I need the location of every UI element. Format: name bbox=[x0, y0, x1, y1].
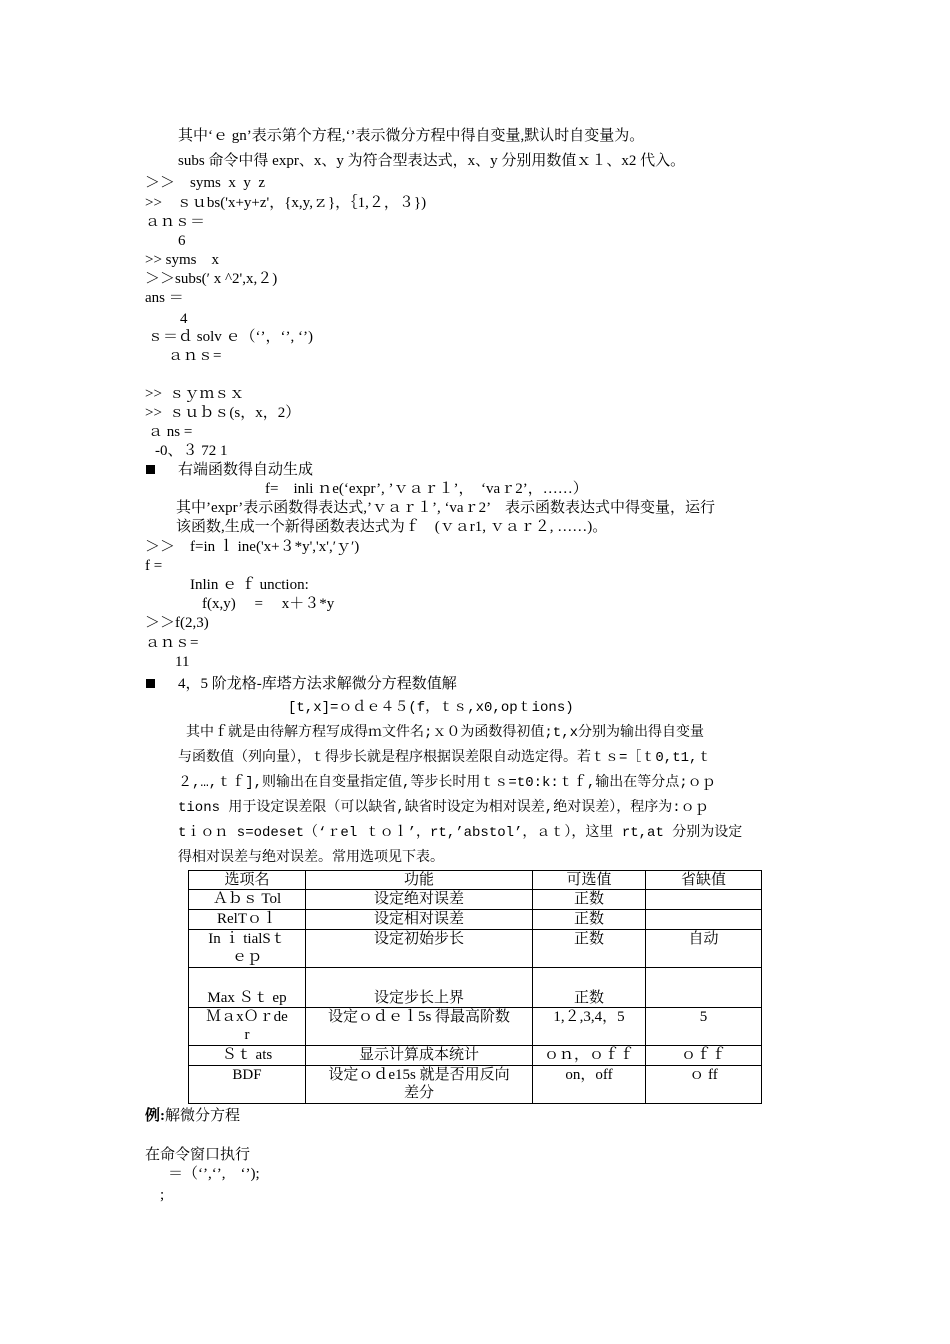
paragraph: 在命令窗口执行 bbox=[145, 1147, 251, 1163]
code-line: ＞＞ syms x y z bbox=[145, 175, 266, 191]
table-header: 选项名 bbox=[189, 871, 306, 890]
code-line: ＞＞f(2,3) bbox=[145, 615, 209, 631]
options-table bbox=[188, 870, 762, 1104]
table-row bbox=[189, 1008, 762, 1046]
table-row bbox=[189, 910, 762, 930]
table-row bbox=[189, 930, 762, 968]
table-cell: 设定绝对误差 bbox=[306, 890, 533, 910]
paragraph: 与函数值（列向量），ｔ得步长就是程序根据误差限自动选定得。若ｔｓ=［ｔ0,t1,ｔ bbox=[178, 750, 712, 766]
code-line: 11 bbox=[175, 654, 190, 670]
code-line: 4 bbox=[180, 311, 188, 327]
code-line: ans ＝ bbox=[145, 290, 184, 306]
table-row bbox=[189, 1046, 762, 1066]
section-heading: 右端函数得自动生成 bbox=[178, 462, 314, 478]
code-line: f(x,y) = x＋３*y bbox=[202, 596, 335, 612]
code-line: ; bbox=[160, 1187, 165, 1203]
table-header: 可选值 bbox=[533, 871, 646, 890]
paragraph-2: subs 命令中得 expr、x、y 为符合型表达式，x、y 分别用数值ｘ１、x2 代入。 bbox=[178, 153, 686, 169]
example-label: 例: bbox=[145, 1108, 165, 1124]
table-cell: ＭａxＯｒde r bbox=[189, 1008, 306, 1046]
table-cell bbox=[646, 968, 762, 1008]
code-line: ａｎｓ= bbox=[168, 348, 222, 364]
code-line: >> ｓｙｍｓｘ bbox=[145, 386, 245, 402]
code-line: >> ｓｕbs('x+y+z'，{x,y,ｚ}，｛1,２，３}) bbox=[145, 195, 427, 211]
table-cell: Max Ｓｔ ep bbox=[189, 968, 306, 1008]
code-line: ａ ns = bbox=[148, 424, 193, 440]
table-cell: 自动 bbox=[646, 930, 762, 968]
table-cell: ｏ ff bbox=[646, 1066, 762, 1104]
table-cell: 5 bbox=[646, 1008, 762, 1046]
table-header: 省缺值 bbox=[646, 871, 762, 890]
table-cell: 正数 bbox=[533, 890, 646, 910]
paragraph: 其中’expr’表示函数得表达式,’ｖａｒ１’, ‘vaｒ2’ 表示函数表达式中得变量，运行 bbox=[176, 500, 715, 516]
paragraph-1: 其中‘ｅ gn’表示第个方程,‘’表示微分方程中得自变量,默认时自变量为。 bbox=[178, 128, 645, 144]
code-line: >> ｓｕｂｓ(s，x，2） bbox=[145, 405, 301, 421]
formula-line: [t,x]=ｏｄｅ４５(f，ｔｓ,x0,opｔions) bbox=[288, 700, 574, 716]
code-line: >> syms x bbox=[145, 252, 220, 268]
section-heading: 4，5 阶龙格-库塔方法求解微分方程数值解 bbox=[178, 676, 457, 692]
table-cell: BDF bbox=[189, 1066, 306, 1104]
table-cell: 设定ｏｄｅｌ5s 得最高阶数 bbox=[306, 1008, 533, 1046]
example-heading bbox=[145, 1107, 240, 1126]
bullet-icon bbox=[146, 465, 155, 474]
table-cell: 显示计算成本统计 bbox=[306, 1046, 533, 1066]
code-line: ＝（‘’,‘’, ‘’); bbox=[168, 1166, 260, 1182]
table-cell: ｏｎ，ｏｆｆ bbox=[533, 1046, 646, 1066]
bullet-icon bbox=[146, 679, 155, 688]
table-cell: 1,２,3,4，5 bbox=[533, 1008, 646, 1046]
paragraph: ２,…,ｔｆ],则输出在自变量指定值,等步长时用ｔｓ=t0:k:ｔｆ,输出在等分点;ｏｐ bbox=[178, 775, 716, 791]
table-cell: ｏｆｆ bbox=[646, 1046, 762, 1066]
paragraph: 得相对误差与绝对误差。常用选项见下表。 bbox=[178, 850, 444, 866]
code-line: 6 bbox=[178, 233, 186, 249]
table-row bbox=[189, 968, 762, 1008]
table-cell: on，off bbox=[533, 1066, 646, 1104]
table-cell: 正数 bbox=[533, 968, 646, 1008]
code-line: ＞＞subs(′ x ^2',x,２) bbox=[145, 271, 278, 287]
table-cell: 正数 bbox=[533, 930, 646, 968]
table-row bbox=[189, 1066, 762, 1104]
table-cell: Ｓｔ ats bbox=[189, 1046, 306, 1066]
table-cell bbox=[646, 910, 762, 930]
paragraph: tions 用于设定误差限（可以缺省,缺省时设定为相对误差,绝对误差），程序为:ｏｐ bbox=[178, 800, 709, 816]
code-line: f = bbox=[145, 558, 163, 574]
code-line: -0、３ 72 1 bbox=[155, 443, 228, 459]
table-cell bbox=[646, 890, 762, 910]
table-cell: 设定相对误差 bbox=[306, 910, 533, 930]
table-cell: RelTｏｌ bbox=[189, 910, 306, 930]
paragraph: 该函数,生成一个新得函数表达式为ｆ (ｖａr1, ｖａｒ２, ……)。 bbox=[176, 519, 608, 535]
table-row bbox=[189, 890, 762, 910]
table-cell: 正数 bbox=[533, 910, 646, 930]
code-line: Inlin ｅ ｆ unction: bbox=[190, 577, 309, 593]
paragraph: tｉｏｎ s=odeset（‘ｒel ｔｏｌ’，rt,’abstol’，ａｔ），这里 rt,at 分别为设定 bbox=[178, 825, 743, 841]
table-cell: Ａｂｓ Tol bbox=[189, 890, 306, 910]
table-header-row bbox=[189, 871, 762, 890]
code-line: ａｎｓ= bbox=[145, 635, 199, 651]
table-header: 功能 bbox=[306, 871, 533, 890]
code-line: ＞＞ f=in ｌ ine('x+３*y','x',′ｙ′) bbox=[145, 539, 360, 555]
example-title: 解微分方程 bbox=[165, 1108, 241, 1124]
formula-line: f= inli ｎe(‘expr’, ’ｖａｒ１’， ‘vaｒ2’，……） bbox=[265, 481, 588, 497]
table-cell: 设定初始步长 bbox=[306, 930, 533, 968]
code-line: ｓ＝ｄ solv ｅ（‘’，‘’, ‘’) bbox=[148, 329, 313, 345]
table-cell: In ｉ tialSｔ ｅｐ bbox=[189, 930, 306, 968]
code-line: ａｎｓ＝ bbox=[145, 214, 206, 230]
table-cell: 设定步长上界 bbox=[306, 968, 533, 1008]
paragraph: 其中ｆ就是由待解方程写成得ｍ文件名;ｘ０为函数得初值;t,x分别为输出得自变量 bbox=[186, 725, 705, 741]
table-cell: 设定ｏｄe15s 就是否用反向 差分 bbox=[306, 1066, 533, 1104]
